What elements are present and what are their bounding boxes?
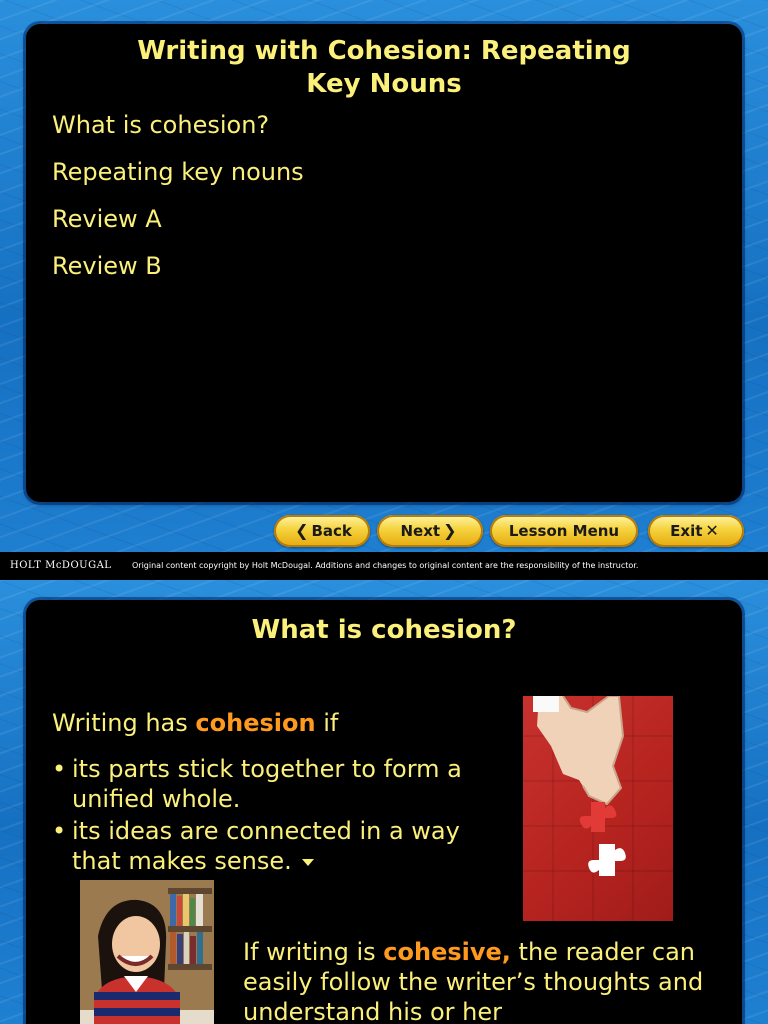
close-icon: ✕: [705, 521, 719, 540]
key-term: cohesion: [195, 709, 316, 737]
chevron-left-icon: ❮: [295, 521, 309, 540]
content-panel: [26, 24, 742, 502]
bullet-list: [52, 754, 502, 878]
menu-item-repeating-key-nouns[interactable]: Repeating key nouns: [52, 158, 304, 186]
next-button[interactable]: Next ❯: [377, 515, 483, 547]
lesson-menu-button[interactable]: Lesson Menu: [490, 515, 638, 547]
content-panel: [26, 600, 742, 1024]
exit-button[interactable]: Exit ✕: [648, 515, 744, 547]
footer-bar: [0, 552, 768, 580]
caret-down-icon: [302, 859, 314, 866]
student-illustration: [80, 880, 214, 1024]
bullet-item: • its ideas are connected in a way that makes sense.: [52, 816, 502, 876]
menu-item-what-is-cohesion[interactable]: What is cohesion?: [52, 111, 270, 139]
key-term: cohesive,: [383, 938, 511, 966]
back-button[interactable]: ❮ Back: [274, 515, 370, 547]
chevron-right-icon: ❯: [443, 521, 457, 540]
student-photo: [80, 880, 214, 1024]
slide-2: [0, 580, 768, 1024]
bullet-item: • its parts stick together to form a unified whole.: [52, 754, 502, 814]
closing-text: If writing is cohesive, the reader can easily follow the writer’s thoughts and understand his or her: [243, 938, 704, 1024]
menu-item-review-b[interactable]: Review B: [52, 252, 162, 280]
lead-text: Writing has cohesion if: [52, 709, 339, 737]
slide-title: Writing with Cohesion: Repeating Key Nouns: [137, 36, 631, 99]
slide-title: What is cohesion?: [251, 615, 517, 645]
puzzle-piece-photo: [523, 696, 673, 921]
lesson-menu: [52, 110, 304, 298]
puzzle-piece-illustration: [523, 696, 673, 921]
menu-item-review-a[interactable]: Review A: [52, 205, 162, 233]
copyright-text: Original content copyright by Holt McDougal. Additions and changes to original content are the responsibility of the instructor.: [132, 561, 639, 570]
holt-mcdougal-logo-icon: HOLT McDOUGAL: [10, 560, 112, 571]
